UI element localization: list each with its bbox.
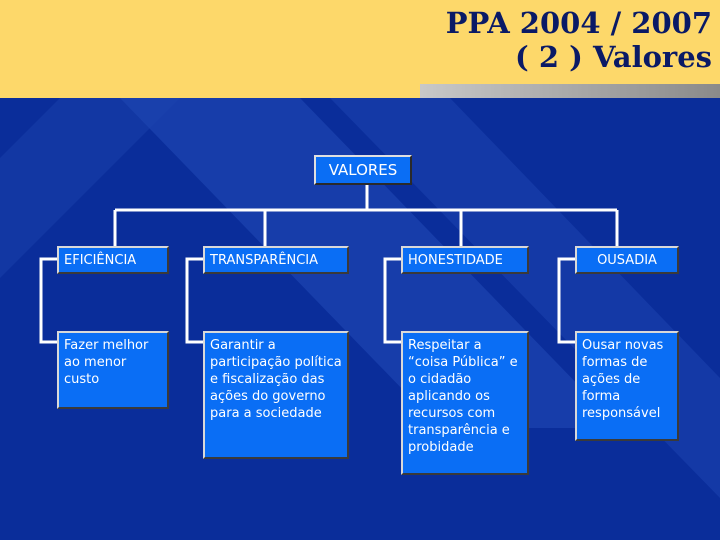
value-node-transparencia: TRANSPARÊNCIA [203,246,349,274]
description-honestidade: Respeitar a “coisa Pública” e o cidadão aplicando os recursos com transparência e probidade [401,331,529,475]
value-node-honestidade: HONESTIDADE [401,246,529,274]
description-eficiencia: Fazer melhor ao menor custo [57,331,169,409]
title-line-2: ( 2 ) Valores [515,40,712,74]
description-transparencia: Garantir a participação política e fiscalização das ações do governo para a sociedade [203,331,349,459]
title-line-1: PPA 2004 / 2007 [445,6,712,40]
description-ousadia: Ousar novas formas de ações de forma responsável [575,331,679,441]
value-node-ousadia: OUSADIA [575,246,679,274]
value-node-eficiencia: EFICIÊNCIA [57,246,169,274]
root-node-valores: VALORES [314,155,412,185]
